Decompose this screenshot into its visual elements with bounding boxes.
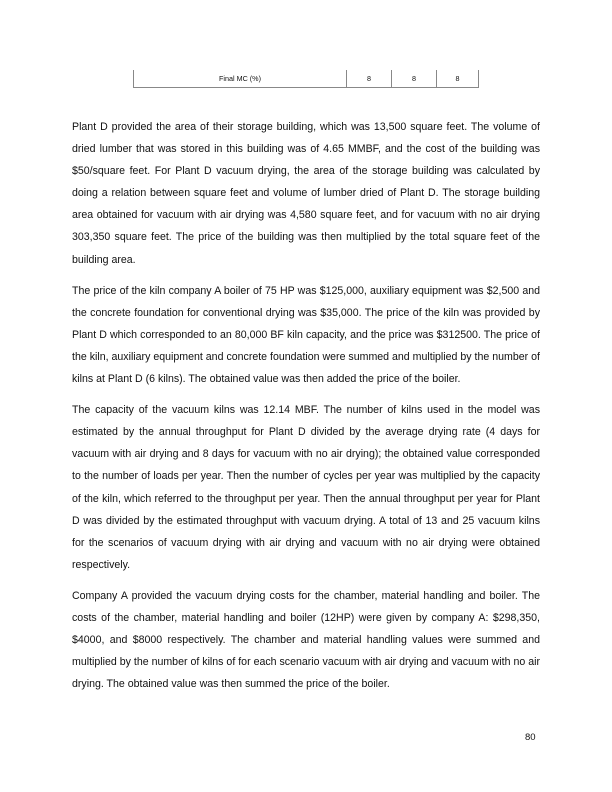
table-cell-label: Final MC (%) xyxy=(133,70,346,87)
paragraph-vacuum-drying-costs: Company A provided the vacuum drying costs for the chamber, material handling and boiler. The costs of the chamber, material handling and boiler (12HP) were given by company A: $298,350, $4000, and $8000 respectively. The chamber and material handling values were summed and multiplied by the number of kilns of for each scenario vacuum with air drying and vacuum with no air drying. The obtained value was then summed the price of the boiler. xyxy=(72,589,540,691)
table-row-final-mc xyxy=(133,70,479,88)
page-number: 80 xyxy=(525,732,536,743)
table-cell-value: 8 xyxy=(391,70,436,87)
body-text xyxy=(72,116,540,704)
table-cell-value: 8 xyxy=(346,70,391,87)
paragraph-kiln-price: The price of the kiln company A boiler of 75 HP was $125,000, auxiliary equipment was $2,500 and the concrete foundation for conventional drying was $35,000. The price of the kiln was provided by Plant D which corresponded to an 80,000 BF kiln capacity, and the price was $312500. The price of the kiln, auxiliary equipment and concrete foundation were summed and multiplied by the number of kilns at Plant D (6 kilns). The obtained value was then added the price of the boiler. xyxy=(72,284,540,386)
paragraph-vacuum-kiln-capacity: The capacity of the vacuum kilns was 12.14 MBF. The number of kilns used in the model was estimated by the annual throughput for Plant D divided by the average drying rate (4 days for vacuum with air drying and 8 days for vacuum with no air drying); the obtained value corresponded to the number of loads per year. Then the number of cycles per year was multiplied by the capacity of the kiln, which referred to the throughput per year. Then the annual throughput per year for Plant D was divided by the estimated throughput with vacuum drying. A total of 13 and 25 vacuum kilns for the scenarios of vacuum drying with air drying and vacuum with no air drying were obtained respectively. xyxy=(72,404,540,571)
paragraph-storage-building: Plant D provided the area of their storage building, which was 13,500 square feet. The volume of dried lumber that was stored in this building was of 4.65 MMBF, and the cost of the building was $50/square feet. For Plant D vacuum drying, the area of the storage building was calculated by doing a relation between square feet and volume of lumber dried of Plant D. The storage building area obtained for vacuum with air drying was 4,580 square feet, and for vacuum with no air drying 303,350 square feet. The price of the building was then multiplied by the total square feet of the building area. xyxy=(72,121,540,266)
table-cell-value: 8 xyxy=(436,70,479,87)
